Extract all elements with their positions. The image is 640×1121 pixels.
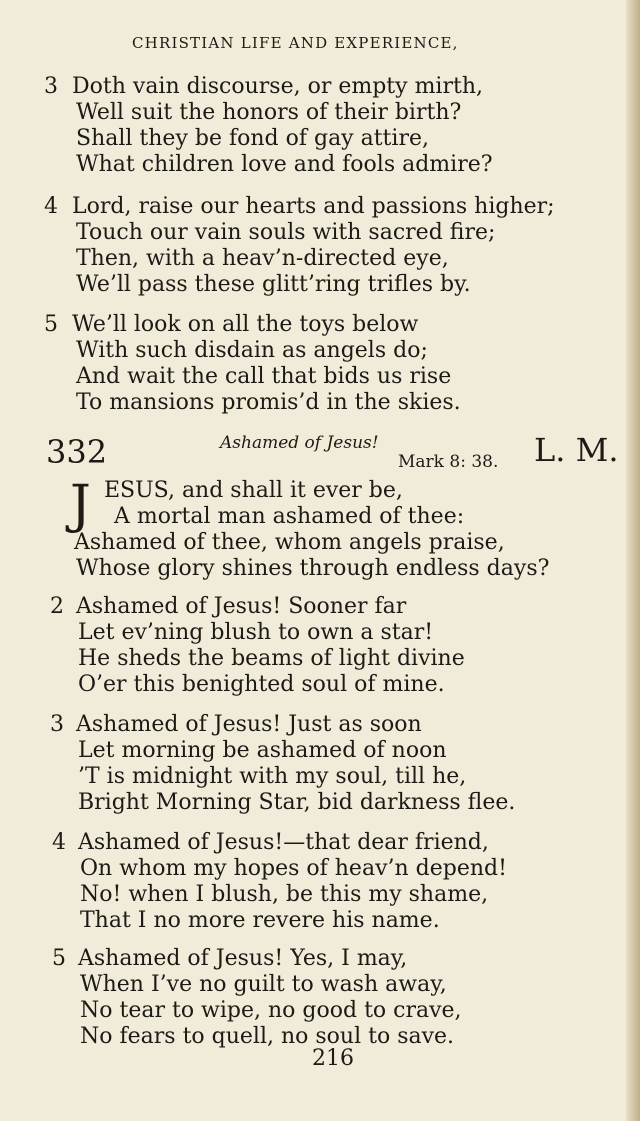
page-edge: [626, 0, 640, 1121]
verse-line: We’ll pass these glitt’ring trifles by.: [76, 272, 471, 297]
stanza-number: 5: [44, 312, 58, 337]
verse-line: With such disdain as angels do;: [76, 338, 428, 363]
drop-cap: J: [70, 475, 91, 535]
scripture-reference: Mark 8: 38.: [398, 452, 499, 472]
verse-line: When I’ve no guilt to wash away,: [80, 972, 447, 997]
verse-line: Ashamed of Jesus! Yes, I may,: [78, 946, 408, 971]
verse-line: Lord, raise our hearts and passions higher;: [72, 194, 555, 219]
verse-line: No! when I blush, be this my shame,: [80, 882, 489, 907]
verse-line: No fears to quell, no soul to save.: [80, 1024, 455, 1049]
verse-line: Touch our vain souls with sacred fire;: [76, 220, 496, 245]
stanza-number: 4: [52, 830, 66, 855]
stanza-number: 4: [44, 194, 58, 219]
verse-line: No tear to wipe, no good to crave,: [80, 998, 462, 1023]
verse-line: Let morning be ashamed of noon: [78, 738, 447, 763]
verse-line: ’T is midnight with my soul, till he,: [78, 764, 467, 789]
hymn-meter: L. M.: [534, 431, 619, 469]
stanza-number: 5: [52, 946, 66, 971]
hymn-number: 332: [46, 433, 108, 471]
verse-line: We’ll look on all the toys below: [72, 312, 419, 337]
verse-line: That I no more revere his name.: [80, 908, 440, 933]
verse-line: ESUS, and shall it ever be,: [104, 478, 403, 503]
verse-line: What children love and fools admire?: [76, 152, 493, 177]
verse-line: To mansions promis’d in the skies.: [76, 390, 461, 415]
verse-line: Ashamed of Jesus!—that dear friend,: [78, 830, 489, 855]
verse-line: O’er this benighted soul of mine.: [78, 672, 445, 697]
verse-line: He sheds the beams of light divine: [78, 646, 465, 671]
stanza-number: 3: [50, 712, 64, 737]
verse-line: Ashamed of Jesus! Just as soon: [76, 712, 422, 737]
verse-line: Well suit the honors of their birth?: [76, 100, 462, 125]
verse-line: Bright Morning Star, bid darkness flee.: [78, 790, 516, 815]
verse-line: A mortal man ashamed of thee:: [114, 504, 465, 529]
verse-line: Doth vain discourse, or empty mirth,: [72, 74, 483, 99]
verse-line: Ashamed of thee, whom angels praise,: [74, 530, 505, 555]
page-number: 216: [312, 1046, 354, 1071]
verse-line: Whose glory shines through endless days?: [76, 556, 550, 581]
verse-line: On whom my hopes of heav’n depend!: [80, 856, 507, 881]
hymn-title: Ashamed of Jesus!: [220, 433, 379, 453]
verse-line: Shall they be fond of gay attire,: [76, 126, 429, 151]
verse-line: Let ev’ning blush to own a star!: [78, 620, 434, 645]
verse-line: And wait the call that bids us rise: [76, 364, 452, 389]
verse-line: Then, with a heav’n-directed eye,: [76, 246, 449, 271]
stanza-number: 2: [50, 594, 64, 619]
verse-line: Ashamed of Jesus! Sooner far: [76, 594, 407, 619]
stanza-number: 3: [44, 74, 58, 99]
running-head: CHRISTIAN LIFE AND EXPERIENCE,: [132, 34, 459, 52]
